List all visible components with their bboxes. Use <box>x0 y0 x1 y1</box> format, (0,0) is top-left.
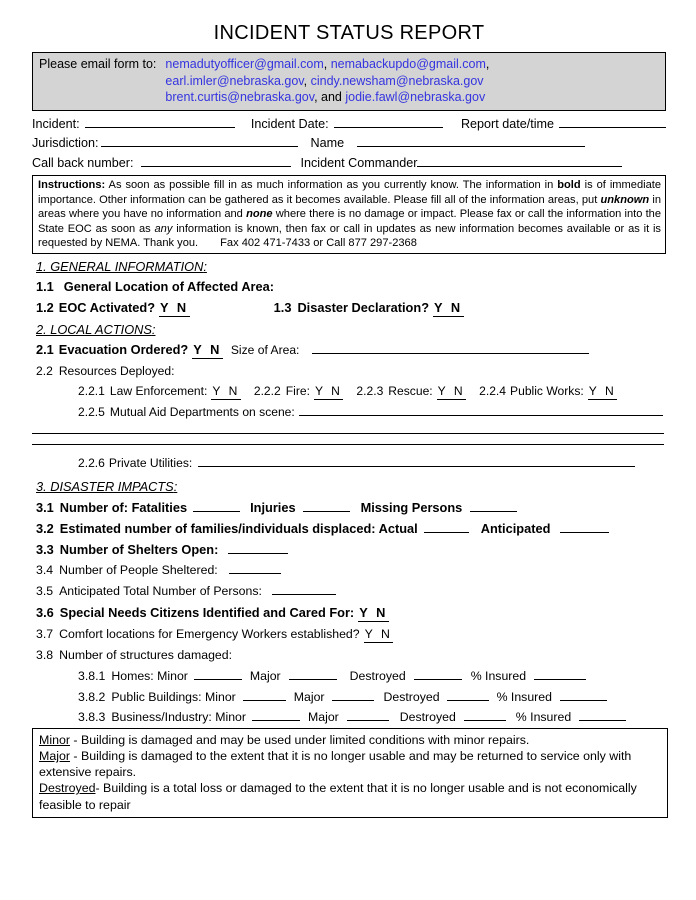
item-3-8-3-number: 3.8.3 <box>78 710 106 725</box>
anticipated-label: Anticipated <box>480 520 551 536</box>
item-2-2-2-label: Fire: <box>285 384 310 399</box>
business-minor-input[interactable] <box>252 710 300 721</box>
blank-writing-line-2[interactable] <box>32 444 664 445</box>
business-destroyed-input[interactable] <box>464 710 506 721</box>
homes-minor-input[interactable] <box>194 668 242 679</box>
definition-destroyed <box>39 780 661 812</box>
item-3-2-number: 3.2 <box>36 520 54 536</box>
item-2-1 <box>36 340 666 362</box>
instructions-italic-any: any <box>154 222 173 235</box>
item-2-2-2-yes-no-toggle[interactable]: Y N <box>314 384 343 400</box>
item-2-2-2-number: 2.2.2 <box>253 384 281 399</box>
item-1-3-label: Disaster Declaration? <box>297 300 430 316</box>
missing-persons-input[interactable] <box>470 500 517 512</box>
name-label: Name <box>310 136 345 151</box>
item-1-2-yes-no-toggle[interactable]: Y N <box>160 300 189 316</box>
item-3-8-label: Number of structures damaged: <box>59 647 233 662</box>
public-buildings-destroyed-label: Destroyed <box>383 689 440 704</box>
email-link-jodie-fawl[interactable]: jodie.fawl@nebraska.gov <box>345 90 486 105</box>
instructions-text-2: is of immediate importance. Other information can be gathered as it becomes available. Please fill all of the information areas, put <box>38 179 661 206</box>
item-3-4 <box>36 560 666 581</box>
section-3-heading-colon: : <box>173 479 178 495</box>
injuries-input[interactable] <box>303 500 350 512</box>
item-2-2-label: Resources Deployed: <box>58 363 175 378</box>
item-2-2-1-number: 2.2.1 <box>78 384 105 399</box>
email-address-list <box>165 56 659 106</box>
instructions-text-4: where there is no damage or impact. Please fax or call the information into the State EOC as soon as <box>38 208 661 235</box>
public-buildings-minor-input[interactable] <box>243 689 286 700</box>
item-3-7-label: Comfort locations for Emergency Workers established? <box>59 626 360 641</box>
incident-commander-input[interactable] <box>417 155 622 167</box>
section-1-heading-colon: : <box>203 258 207 274</box>
displaced-actual-input[interactable] <box>424 521 469 533</box>
item-2-1-yes-no-toggle[interactable]: Y N <box>193 342 222 357</box>
item-3-4-label: Number of People Sheltered: <box>59 563 218 578</box>
instructions-heading: Instructions: <box>38 179 106 192</box>
definition-major <box>39 748 661 780</box>
item-3-3-number: 3.3 <box>36 541 54 557</box>
public-buildings-major-input[interactable] <box>332 689 374 700</box>
email-sep-1: , <box>323 57 331 71</box>
section-3-heading <box>36 479 666 494</box>
header-row-callback <box>32 154 666 174</box>
header-row-incident <box>32 115 666 135</box>
item-3-8-number: 3.8 <box>36 647 54 662</box>
jurisdiction-input[interactable] <box>101 136 298 148</box>
homes-destroyed-label: Destroyed <box>349 668 406 683</box>
item-3-8-2-number: 3.8.2 <box>78 689 106 704</box>
item-3-4-number: 3.4 <box>36 563 54 578</box>
anticipated-total-persons-input[interactable] <box>272 584 336 595</box>
item-2-2 <box>36 361 666 381</box>
instructions-bold-bold: bold <box>557 179 581 192</box>
email-link-nemabackupdo[interactable]: nemabackupdo@gmail.com <box>330 57 486 71</box>
item-3-7 <box>36 624 666 645</box>
item-3-6-yes-no-toggle[interactable]: Y N <box>359 604 388 620</box>
definition-major-term: Major <box>39 749 70 764</box>
instructions-box <box>32 175 666 253</box>
definition-minor-text: - Building is damaged and may be used under limited conditions with minor repairs. <box>69 733 530 747</box>
item-1-1-label: General Location of Affected Area: <box>63 279 275 295</box>
item-3-8-3-row <box>78 707 666 728</box>
item-2-2-4-number: 2.2.4 <box>479 384 507 399</box>
business-major-input[interactable] <box>347 710 389 721</box>
definition-destroyed-text: - Building is a total loss or damaged to the extent that it is no longer usable and is not economically feasible to repair <box>39 781 637 812</box>
fatalities-input[interactable] <box>193 500 240 512</box>
email-link-brent-curtis[interactable]: brent.curtis@nebraska.gov <box>165 90 315 105</box>
item-3-5-label: Anticipated Total Number of Persons: <box>59 584 262 599</box>
item-3-8 <box>36 645 666 665</box>
public-buildings-insured-input[interactable] <box>560 689 607 700</box>
instructions-text-3: in areas where you have no information and <box>38 193 661 221</box>
item-3-7-number: 3.7 <box>36 626 54 641</box>
item-2-2-6-row <box>78 453 666 473</box>
item-3-1-number: 3.1 <box>36 499 54 515</box>
item-3-1 <box>36 497 666 518</box>
item-3-8-2-label: Public Buildings: Minor <box>111 689 236 704</box>
email-sep-3: , and <box>314 90 346 105</box>
item-1-2 <box>36 298 666 320</box>
item-2-1-size-label: Size of Area: <box>230 343 300 357</box>
item-2-1-label: Evacuation Ordered? <box>58 342 189 357</box>
email-banner-label: Please email form to: <box>39 57 157 71</box>
homes-insured-input[interactable] <box>534 668 586 679</box>
instructions-italic-unknown: unknown <box>600 193 650 206</box>
item-3-8-3-label: Business/Industry: Minor <box>111 710 246 725</box>
public-buildings-destroyed-input[interactable] <box>447 689 489 700</box>
public-buildings-major-label: Major <box>293 689 325 704</box>
section-1-heading-text: 1. GENERAL INFORMATION <box>36 258 204 274</box>
homes-insured-label: % Insured <box>470 668 527 683</box>
incident-date-input[interactable] <box>334 116 444 128</box>
email-line-2 <box>165 73 659 90</box>
item-2-2-6-number: 2.2.6 <box>78 455 105 470</box>
item-2-2-number: 2.2 <box>36 363 53 378</box>
blank-writing-lines <box>32 433 666 445</box>
business-insured-input[interactable] <box>579 710 626 721</box>
instructions-italic-none: none <box>246 208 273 221</box>
item-3-6 <box>36 602 666 624</box>
instructions-text-1: As soon as possible fill in as much information as you currently know. The information in <box>105 179 558 192</box>
item-2-2-4-label: Public Works: <box>510 384 584 399</box>
business-major-label: Major <box>308 710 339 725</box>
instructions-text-5: information is known, then fax or call in updates as new information becomes available or as it is requested by NEMA. Thank you. <box>38 222 661 250</box>
call-back-number-input[interactable] <box>141 155 291 167</box>
incident-input[interactable] <box>85 116 236 128</box>
people-sheltered-input[interactable] <box>229 563 281 574</box>
item-3-8-2-row <box>78 687 666 708</box>
item-1-3-yes-no-toggle[interactable]: Y N <box>434 300 463 316</box>
page-title: INCIDENT STATUS REPORT <box>213 22 485 44</box>
email-line-1 <box>165 56 659 73</box>
displaced-anticipated-input[interactable] <box>560 521 609 533</box>
email-sep-1b: , <box>485 57 490 71</box>
item-2-2-4-yes-no-toggle[interactable]: Y N <box>588 384 617 400</box>
call-back-number-label: Call back number: <box>32 155 134 170</box>
item-3-8-1-label: Homes: Minor <box>111 668 188 683</box>
item-3-8-1-number: 3.8.1 <box>78 668 106 683</box>
item-2-2-6-label: Private Utilities: <box>108 455 193 470</box>
definition-minor <box>39 732 661 748</box>
section-2-heading <box>36 322 666 337</box>
shelters-open-input[interactable] <box>228 542 288 554</box>
jurisdiction-label: Jurisdiction: <box>32 136 99 151</box>
email-sep-2: , <box>303 73 311 88</box>
email-line-3 <box>165 89 659 106</box>
email-instructions-banner <box>32 52 666 111</box>
email-link-nemadutyofficer[interactable]: nemadutyofficer@gmail.com <box>165 57 324 71</box>
item-2-2-6-input[interactable] <box>198 456 635 467</box>
item-3-6-number: 3.6 <box>36 604 54 620</box>
item-2-2-3-label: Rescue: <box>388 384 433 399</box>
item-2-2-5-input[interactable] <box>299 405 663 416</box>
item-2-2-5-label: Mutual Aid Departments on scene: <box>109 405 295 420</box>
item-2-2-5-number: 2.2.5 <box>78 405 105 420</box>
incident-date-label: Incident Date: <box>250 116 329 131</box>
homes-major-label: Major <box>249 668 281 683</box>
item-2-1-number: 2.1 <box>36 342 54 357</box>
business-destroyed-label: Destroyed <box>399 710 456 725</box>
incident-commander-label: Incident Commander <box>300 155 418 170</box>
missing-persons-label: Missing Persons <box>360 499 463 515</box>
item-1-1 <box>36 277 666 298</box>
item-3-8-1-row <box>78 666 666 687</box>
public-buildings-insured-label: % Insured <box>496 689 552 704</box>
section-2-heading-text: 2. LOCAL ACTIONS <box>36 321 152 337</box>
item-3-5 <box>36 581 666 602</box>
item-1-1-number: 1.1 <box>36 279 54 295</box>
section-3-heading-text: 3. DISASTER IMPACTS <box>36 479 174 495</box>
definition-destroyed-term: Destroyed <box>39 781 96 796</box>
item-3-3 <box>36 539 666 560</box>
blank-writing-line-1[interactable] <box>32 433 664 434</box>
item-2-2-3-yes-no-toggle[interactable]: Y N <box>437 384 466 400</box>
item-2-2-5-row <box>78 403 666 423</box>
item-3-5-number: 3.5 <box>36 584 54 599</box>
injuries-label: Injuries <box>250 499 296 515</box>
form-body <box>32 259 666 729</box>
section-2-heading-colon: : <box>151 321 156 337</box>
item-1-2-number: 1.2 <box>36 300 54 316</box>
business-insured-label: % Insured <box>515 710 572 725</box>
report-datetime-label: Report date/time <box>460 116 555 131</box>
report-datetime-input[interactable] <box>559 116 666 128</box>
email-link-cindy-newsham[interactable]: cindy.newsham@nebraska.gov <box>310 73 484 88</box>
item-1-2-label: EOC Activated? <box>58 300 156 316</box>
header-row-jurisdiction <box>32 134 666 154</box>
item-3-7-yes-no-toggle[interactable]: Y N <box>364 627 394 643</box>
section-1-heading <box>36 259 666 274</box>
instructions-contact: Fax 402 471-7433 or Call 877 297-2368 <box>220 237 417 250</box>
incident-label: Incident: <box>32 116 80 131</box>
item-2-2-1-label: Law Enforcement: <box>109 384 208 399</box>
item-3-2 <box>36 518 666 539</box>
item-2-1-size-input[interactable] <box>312 342 589 354</box>
item-3-6-label: Special Needs Citizens Identified and Cared For: <box>59 604 355 620</box>
item-1-3-number: 1.3 <box>273 300 292 316</box>
email-link-earl-imler[interactable]: earl.imler@nebraska.gov <box>165 73 304 88</box>
header-fields <box>32 115 666 174</box>
item-3-3-label: Number of Shelters Open: <box>59 541 219 557</box>
homes-destroyed-input[interactable] <box>414 668 462 679</box>
definition-minor-term: Minor <box>39 733 70 747</box>
item-2-2-1-row <box>78 382 666 403</box>
item-3-1-label: Number of: Fatalities <box>59 499 188 515</box>
item-3-2-label: Estimated number of families/individuals displaced: Actual <box>59 520 418 536</box>
damage-definitions-box <box>32 728 668 818</box>
definition-major-text: - Building is damaged to the extent that it is no longer usable and may be returned to service only with extensive repairs. <box>39 749 632 780</box>
homes-major-input[interactable] <box>289 668 337 679</box>
name-input[interactable] <box>357 136 585 148</box>
item-2-2-3-number: 2.2.3 <box>356 384 384 399</box>
item-2-2-1-yes-no-toggle[interactable]: Y N <box>211 384 240 400</box>
